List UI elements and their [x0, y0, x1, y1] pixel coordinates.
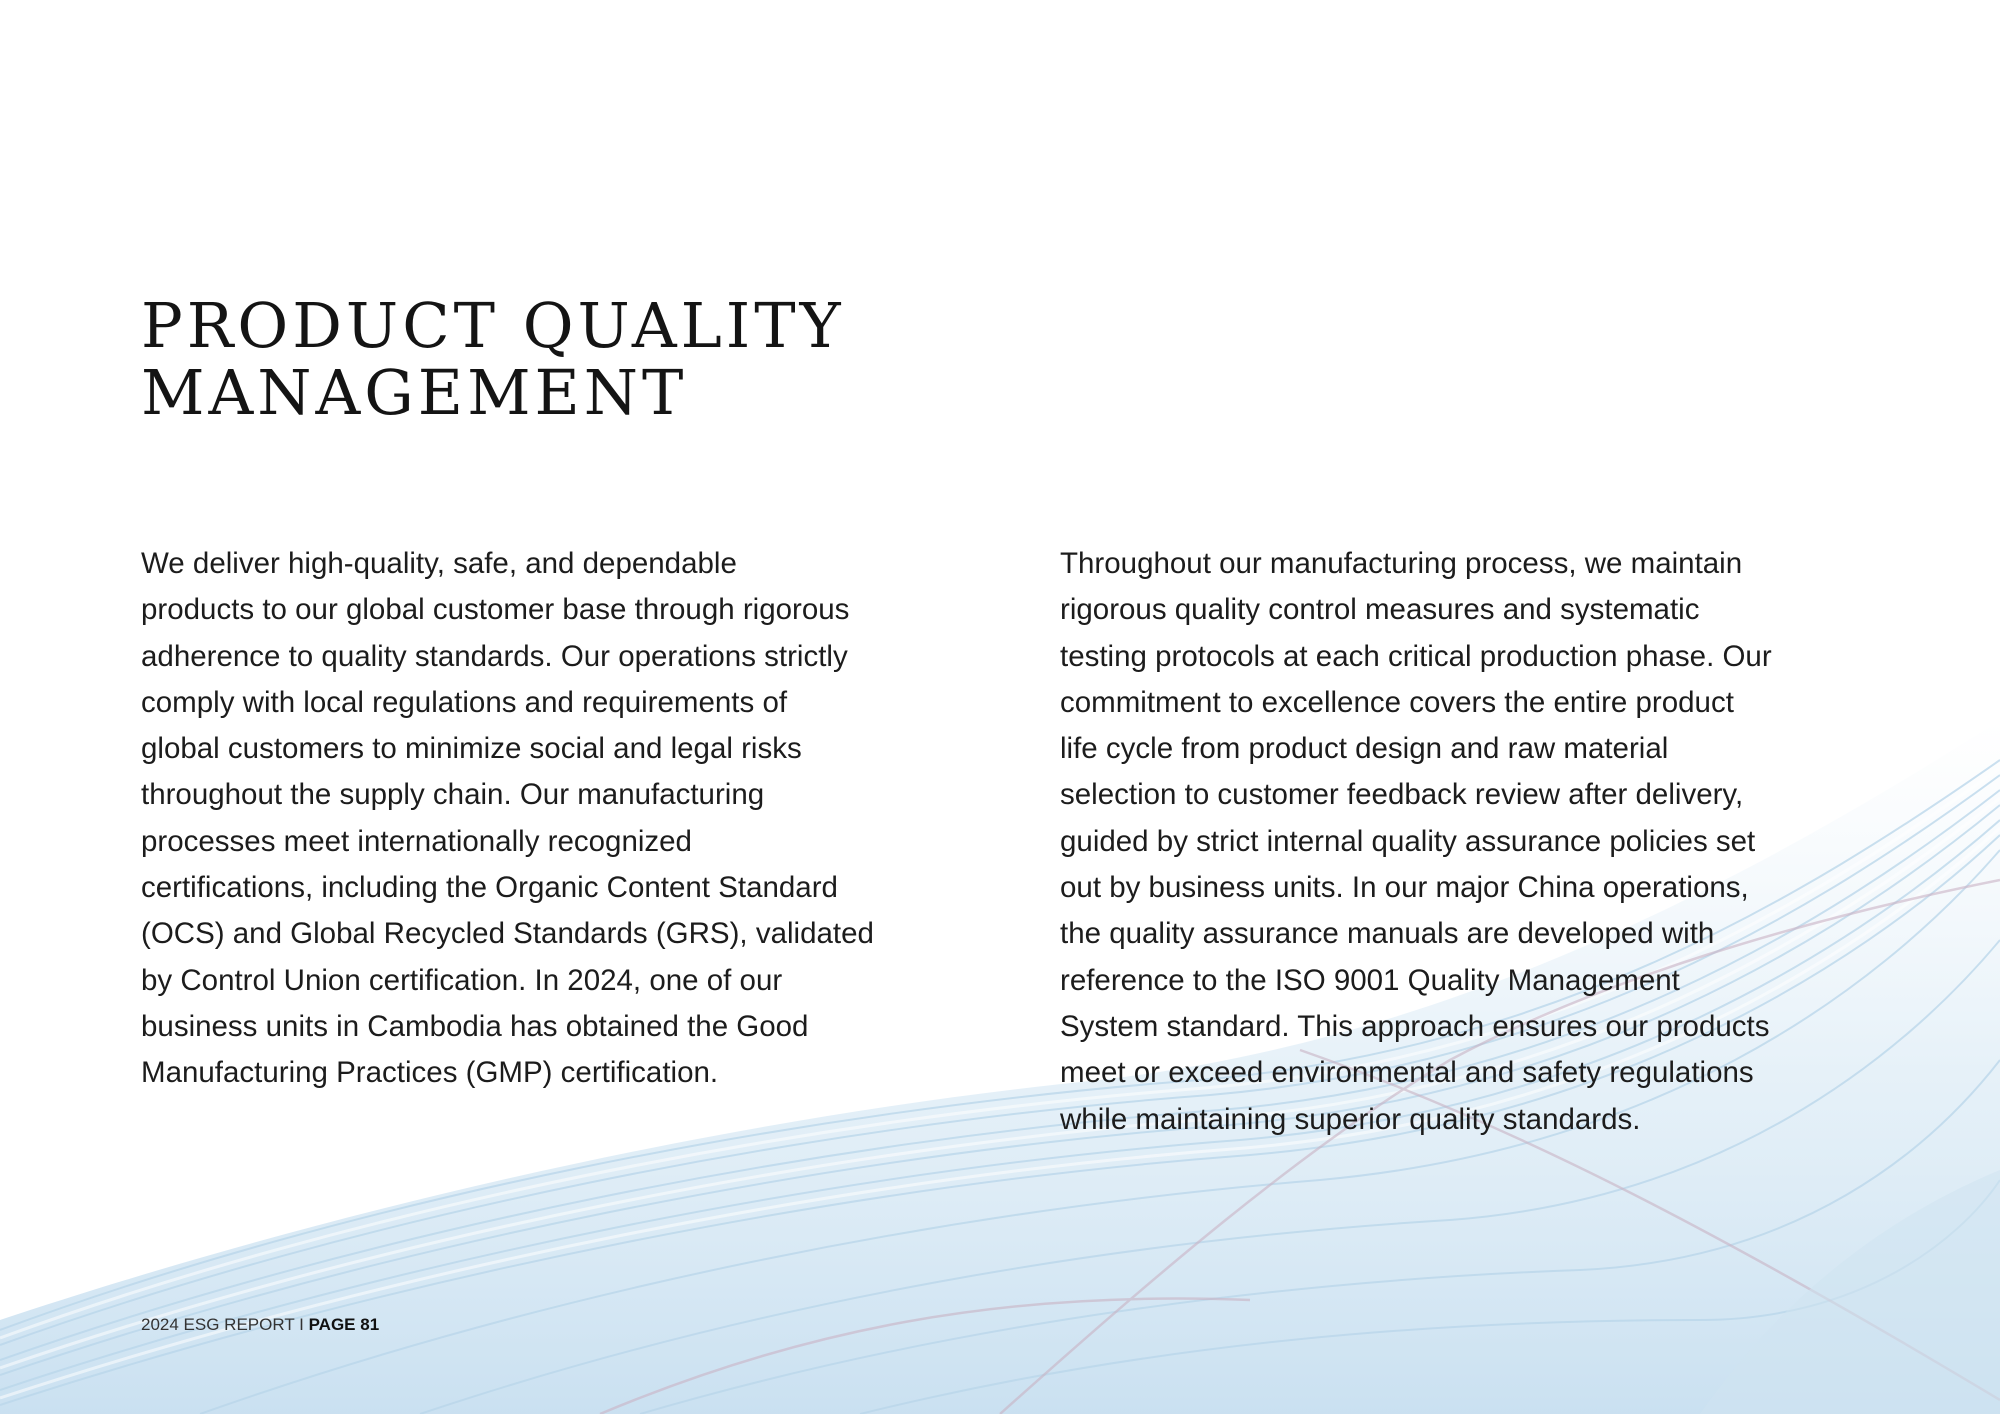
body-line: while maintaining superior quality standards. [1060, 1102, 1641, 1136]
body-line: testing protocols at each critical production phase. Our [1060, 639, 1772, 673]
body-line: comply with local regulations and requirements of [141, 685, 788, 719]
body-line: guided by strict internal quality assurance policies set [1060, 824, 1756, 858]
body-line: rigorous quality control measures and systematic [1060, 593, 1700, 627]
body-column-left [141, 541, 961, 1097]
body-line: life cycle from product design and raw material [1060, 732, 1669, 766]
body-line: processes meet internationally recognized [141, 824, 692, 858]
body-line: We deliver high-quality, safe, and dependable [141, 547, 737, 580]
body-line: commitment to excellence covers the entire product [1060, 685, 1734, 719]
body-line: Throughout our manufacturing process, we maintain [1060, 547, 1743, 580]
page-title [141, 289, 845, 429]
body-line: reference to the ISO 9001 Quality Management [1060, 963, 1680, 997]
body-column-right [1060, 541, 1880, 1143]
body-line: the quality assurance manuals are developed with [1060, 917, 1715, 951]
body-line: Manufacturing Practices (GMP) certification. [141, 1056, 719, 1090]
footer-separator: I [299, 1315, 304, 1334]
body-line: (OCS) and Global Recycled Standards (GRS), validated [141, 917, 874, 951]
report-label: 2024 ESG REPORT [141, 1315, 295, 1334]
body-line: meet or exceed environmental and safety regulations [1060, 1056, 1754, 1090]
body-line: global customers to minimize social and legal risks [141, 732, 802, 766]
body-line: System standard. This approach ensures our products [1060, 1009, 1770, 1043]
page-title-line-2: MANAGEMENT [141, 356, 688, 429]
page-number: PAGE 81 [308, 1315, 380, 1334]
body-line: certifications, including the Organic Content Standard [141, 871, 838, 905]
body-line: products to our global customer base through rigorous [141, 593, 850, 627]
page-title-line-1: PRODUCT QUALITY [141, 289, 845, 362]
body-line: out by business units. In our major China operations, [1060, 871, 1749, 905]
body-line: selection to customer feedback review after delivery, [1060, 778, 1744, 812]
body-line: adherence to quality standards. Our operations strictly [141, 639, 848, 673]
body-line: throughout the supply chain. Our manufacturing [141, 778, 765, 812]
page-footer [141, 1315, 379, 1335]
body-line: business units in Cambodia has obtained the Good [141, 1009, 809, 1043]
body-line: by Control Union certification. In 2024, one of our [141, 963, 783, 997]
